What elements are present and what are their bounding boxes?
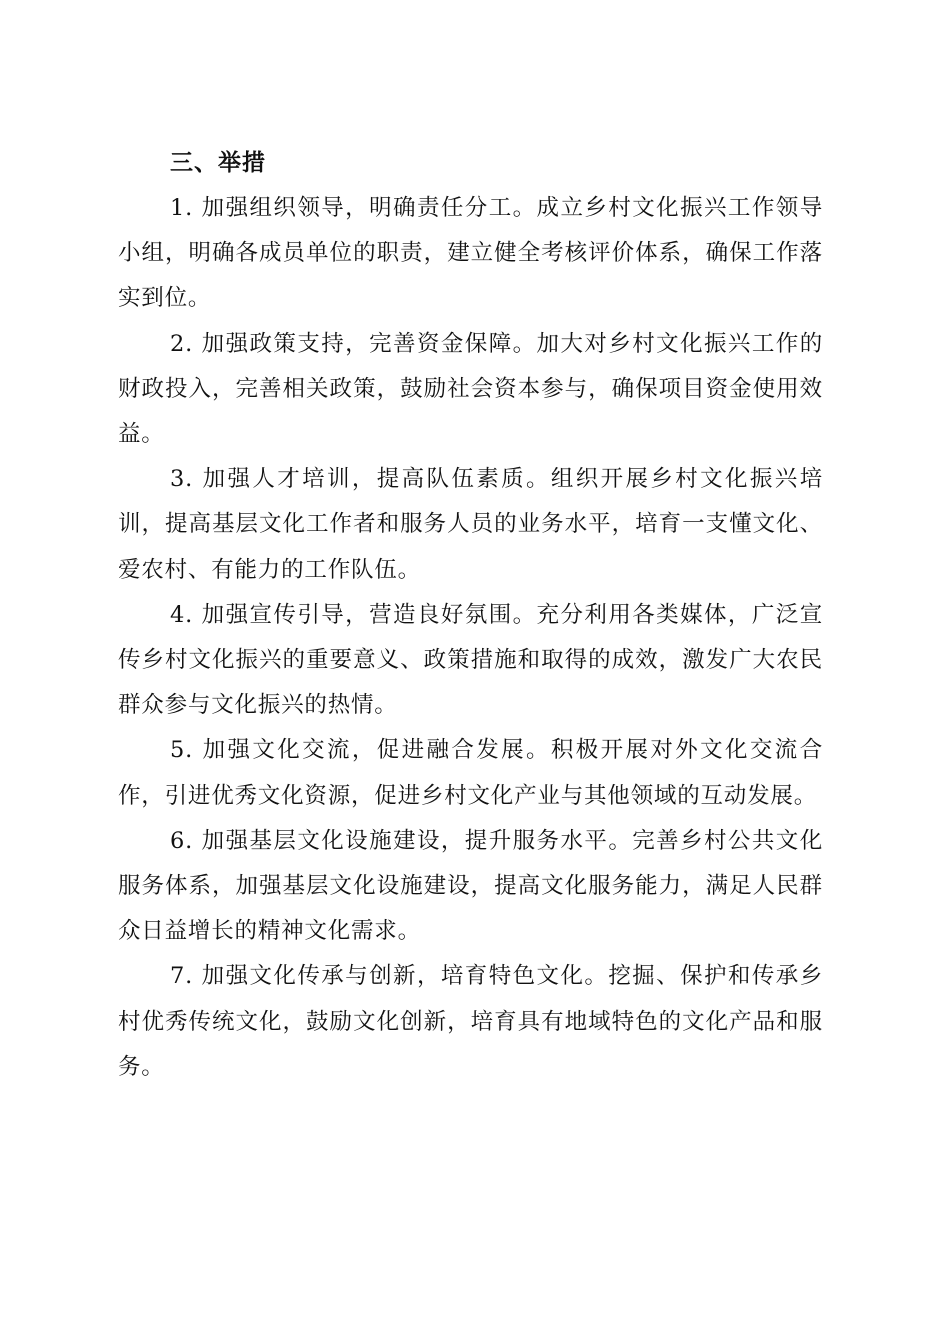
paragraph-3: 3. 加强人才培训，提高队伍素质。组织开展乡村文化振兴培训，提高基层文化工作者和服务人员的业务水平，培育一支懂文化、爱农村、有能力的工作队伍。 (118, 466, 823, 583)
paragraph-1: 1. 加强组织领导，明确责任分工。成立乡村文化振兴工作领导小组，明确各成员单位的职责，建立健全考核评价体系，确保工作落实到位。 (118, 195, 823, 312)
document-body (118, 140, 823, 1090)
paragraph-5: 5. 加强文化交流，促进融合发展。积极开展对外文化交流合作，引进优秀文化资源，促进乡村文化产业与其他领域的互动发展。 (118, 737, 823, 809)
paragraph-2: 2. 加强政策支持，完善资金保障。加大对乡村文化振兴工作的财政投入，完善相关政策，鼓励社会资本参与，确保项目资金使用效益。 (118, 330, 823, 448)
section-heading: 三、举措 (170, 150, 266, 176)
paragraph-4: 4. 加强宣传引导，营造良好氛围。充分利用各类媒体，广泛宣传乡村文化振兴的重要意义、政策措施和取得的成效，激发广大农民群众参与文化振兴的热情。 (118, 601, 823, 719)
paragraph-7: 7. 加强文化传承与创新，培育特色文化。挖掘、保护和传承乡村优秀传统文化，鼓励文化创新，培育具有地域特色的文化产品和服务。 (118, 963, 823, 1080)
paragraph-6: 6. 加强基层文化设施建设，提升服务水平。完善乡村公共文化服务体系，加强基层文化设施建设，提高文化服务能力，满足人民群众日益增长的精神文化需求。 (118, 827, 823, 945)
